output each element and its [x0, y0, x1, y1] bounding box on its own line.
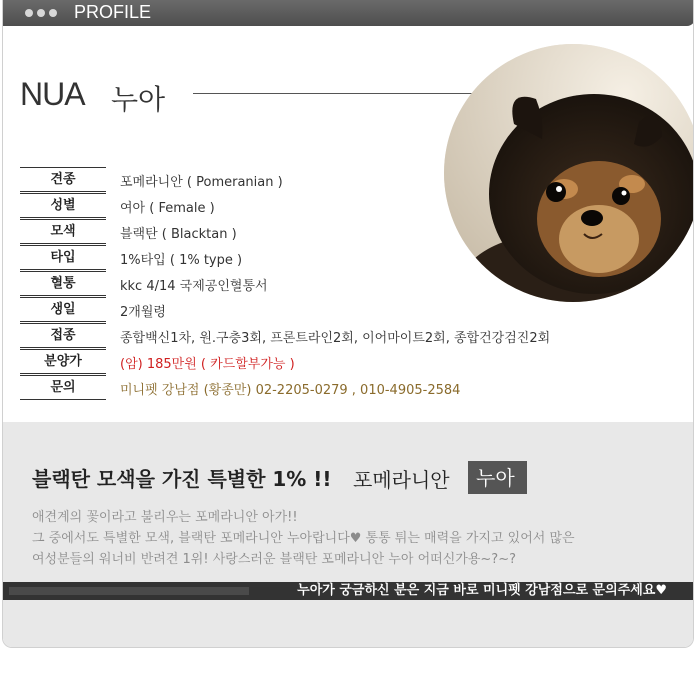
info-row-gender: [20, 193, 620, 219]
name-divider: [193, 93, 483, 94]
promo-description: [32, 507, 575, 570]
info-value: 여아 ( Female ): [120, 201, 215, 216]
info-row-pedigree: [20, 271, 620, 297]
puppy-name-en: NUA: [20, 76, 85, 112]
profile-header-bar: [3, 0, 694, 26]
promo-line: 애견계의 꽃이라고 불리우는 포메라니안 아가!!: [32, 510, 298, 525]
contact-ribbon: [3, 582, 694, 600]
info-table: [20, 167, 620, 401]
promo-breed: 포메라니안: [353, 468, 450, 492]
info-value: 종합백신1차, 원.구충3회, 프론트라인2회, 이어마이트2회, 종합건강검진2회: [120, 331, 551, 346]
info-row-vaccination: [20, 323, 620, 349]
info-label: 견종: [20, 167, 106, 192]
info-value: 블랙탄 ( Blacktan ): [120, 227, 237, 242]
info-label: 생일: [20, 297, 106, 322]
info-row-breed: [20, 167, 620, 193]
promo-name-badge: 누아: [468, 461, 527, 494]
ribbon-text: 누아가 궁금하신 분은 지금 바로 미니펫 강남점으로 문의주세요♥: [297, 583, 667, 598]
info-label: 혈통: [20, 271, 106, 296]
profile-card: [2, 0, 694, 648]
contact-value: 미니펫 강남점 (황종만) 02-2205-0279 , 010-4905-2584: [120, 383, 461, 398]
info-label: 타입: [20, 245, 106, 270]
info-label: 모색: [20, 219, 106, 244]
info-value: 2개월령: [120, 305, 166, 320]
header-title: PROFILE: [74, 2, 152, 22]
promo-line: 그 중에서도 특별한 모색, 블랙탄 포메라니안 누아랍니다♥ 통통 튀는 매력을 가지고 있어서 많은: [32, 531, 575, 546]
price-value: (암) 185만원 ( 카드할부가능 ): [120, 357, 295, 372]
info-label: 문의: [20, 375, 106, 400]
ribbon-accent: [9, 587, 249, 595]
info-row-type: [20, 245, 620, 271]
info-label: 분양가: [20, 349, 106, 374]
info-row-color: [20, 219, 620, 245]
header-dots-icon: [25, 9, 57, 17]
puppy-name-ko: 누아: [111, 83, 166, 116]
promo-line: 여성분들의 워너비 반려견 1위! 사랑스러운 블랙탄 포메라니안 누아 어떠신가용~?~?: [32, 552, 516, 567]
info-label: 성별: [20, 193, 106, 218]
promo-headline: 블랙탄 모색을 가진 특별한 1% !!: [32, 467, 332, 491]
info-row-contact: [20, 375, 620, 401]
info-value: 1%타입 ( 1% type ): [120, 253, 243, 268]
info-value: kkc 4/14 국제공인혈통서: [120, 279, 268, 294]
info-label: 접종: [20, 323, 106, 348]
info-value: 포메라니안 ( Pomeranian ): [120, 175, 283, 190]
info-row-price: [20, 349, 620, 375]
info-row-birth: [20, 297, 620, 323]
